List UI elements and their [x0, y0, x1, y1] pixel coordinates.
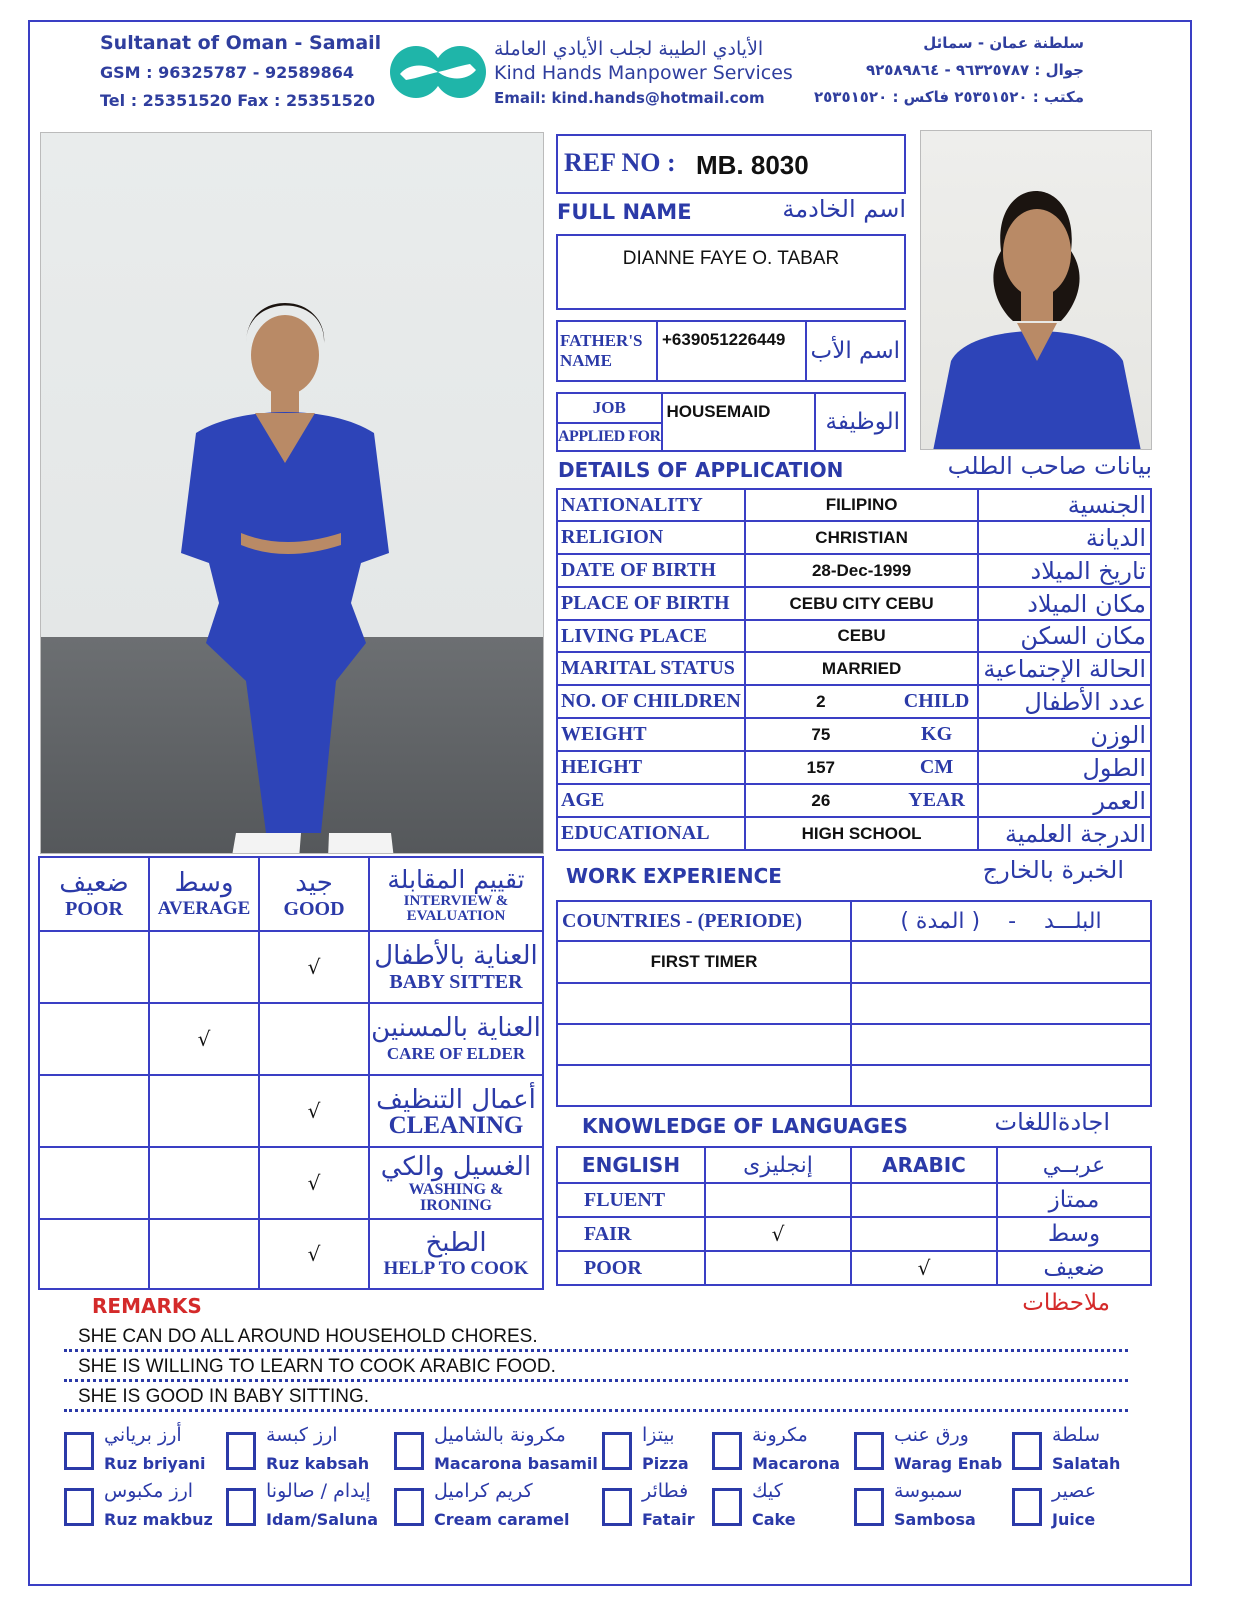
- details-label: HEIGHT: [561, 756, 643, 778]
- details-label-ar: الطول: [1082, 753, 1146, 782]
- food-checkbox[interactable]: [394, 1432, 424, 1470]
- food-name-en: Cake: [752, 1510, 796, 1529]
- job-label-1: JOB: [558, 394, 661, 424]
- work-country-cell: [557, 941, 851, 983]
- father-label-1: FATHER'S: [560, 331, 643, 350]
- details-row: [557, 685, 1151, 718]
- lang-arabic-mark: [851, 1217, 997, 1251]
- details-row: [557, 751, 1151, 784]
- job-label-2: APPLIED FOR: [558, 428, 661, 445]
- details-value-cell: [745, 718, 979, 751]
- work-row: [557, 941, 1151, 983]
- eval-skill-cell: [369, 1219, 543, 1289]
- eval-header-good: [259, 857, 369, 931]
- details-value-cell: [745, 489, 979, 521]
- eval-poor-cell: [39, 1219, 149, 1289]
- eval-good-cell: √: [259, 1147, 369, 1219]
- eval-skill-en: HELP TO COOK: [383, 1258, 529, 1279]
- lang-arabic: ARABIC: [882, 1153, 966, 1177]
- details-value: FILIPINO: [825, 495, 898, 514]
- details-label-ar: تاريخ الميلاد: [1030, 556, 1146, 585]
- eval-skill-en: CARE OF ELDER: [386, 1044, 526, 1063]
- food-name-ar: مكرونة: [752, 1424, 808, 1446]
- eval-poor-cell: [39, 1075, 149, 1147]
- food-name-en: Pizza: [642, 1454, 689, 1473]
- details-label: PLACE OF BIRTH: [561, 592, 730, 614]
- lang-level-ar-cell: [997, 1183, 1151, 1217]
- food-name-en: Salatah: [1052, 1454, 1121, 1473]
- work-period-cell: [851, 983, 1151, 1024]
- details-value-cell: [745, 685, 979, 718]
- details-label: DATE OF BIRTH: [561, 559, 716, 581]
- details-value-cell: [745, 817, 979, 850]
- details-label: MARITAL STATUS: [561, 657, 735, 679]
- work-period-cell: [851, 941, 1151, 983]
- eval-header-title: [369, 857, 543, 931]
- food-checkbox[interactable]: [64, 1432, 94, 1470]
- food-name-en: Ruz briyani: [104, 1454, 206, 1473]
- work-header-ar: البلـــد - ( المدة ): [900, 908, 1102, 934]
- details-label-ar-cell: [978, 587, 1151, 620]
- details-value-cell: [745, 521, 979, 554]
- work-country: FIRST TIMER: [650, 952, 758, 971]
- details-label-ar: الوزن: [1090, 720, 1146, 749]
- details-label-ar-cell: [978, 817, 1151, 850]
- company-name-en: Kind Hands Manpower Services: [494, 62, 793, 84]
- lang-english-cell: [557, 1147, 705, 1183]
- details-label-cell: [557, 685, 745, 718]
- details-row: [557, 718, 1151, 751]
- details-value-cell: [745, 652, 979, 685]
- work-title-ar: الخبرة بالخارج: [982, 856, 1124, 884]
- details-row: [557, 587, 1151, 620]
- details-value: 26: [811, 790, 831, 810]
- full-name-box: [556, 234, 906, 310]
- job-label-cell: [557, 393, 662, 451]
- food-name-en: Warag Enab: [894, 1454, 1003, 1473]
- work-header-en: COUNTRIES - (PERIODE): [562, 909, 803, 932]
- evaluation-row: [39, 931, 543, 1003]
- food-name-en: Macarona: [752, 1454, 841, 1473]
- full-name-label-ar: اسم الخادمة: [782, 195, 906, 223]
- details-label-ar-cell: [978, 554, 1151, 587]
- details-value: CEBU CITY CEBU: [789, 593, 934, 613]
- lang-level-ar-cell: [997, 1251, 1151, 1285]
- lang-english-ar: إنجليزى: [743, 1152, 813, 1178]
- header-gsm: GSM : 96325787 - 92589864: [100, 63, 355, 82]
- father-label-cell: [557, 321, 657, 381]
- ref-label: REF NO :: [564, 148, 676, 177]
- details-value: CHRISTIAN: [815, 527, 908, 547]
- eval-skill-cell: [369, 1075, 543, 1147]
- lang-level-ar-cell: [997, 1217, 1151, 1251]
- food-name-en: Idam/Saluna: [266, 1510, 379, 1529]
- lang-english-mark: [705, 1183, 851, 1217]
- food-checkbox[interactable]: [602, 1488, 632, 1526]
- details-label-ar-cell: [978, 685, 1151, 718]
- ref-number-box: [556, 134, 906, 194]
- header-office-ar: مكتب : ٢٥٣٥١٥٢٠ فاكس : ٢٥٣٥١٥٢٠: [813, 88, 1084, 106]
- food-checkbox[interactable]: [854, 1432, 884, 1470]
- evaluation-header-row: [39, 857, 543, 931]
- eval-header-good-ar: جيد: [295, 867, 333, 898]
- languages-title: KNOWLEDGE OF LANGUAGES: [582, 1114, 908, 1138]
- languages-header-row: [557, 1147, 1151, 1183]
- eval-skill-ar: العناية بالأطفال: [374, 941, 538, 971]
- details-unit: CHILD: [903, 690, 970, 712]
- eval-good-cell: √: [259, 1219, 369, 1289]
- lang-level-cell: [557, 1251, 705, 1285]
- details-label-cell: [557, 587, 745, 620]
- job-label-ar: الوظيفة: [825, 409, 900, 435]
- food-name-en: Ruz makbuz: [104, 1510, 213, 1529]
- lang-level-ar: ممتاز: [1048, 1187, 1100, 1213]
- work-country-cell: [557, 1065, 851, 1106]
- details-value: MARRIED: [821, 658, 902, 678]
- details-value: HIGH SCHOOL: [801, 823, 922, 843]
- details-label-cell: [557, 620, 745, 652]
- languages-table: [556, 1146, 1152, 1286]
- details-label-ar: عدد الأطفال: [1024, 687, 1146, 716]
- details-label-cell: [557, 489, 745, 521]
- eval-skill-ar: الطبخ: [425, 1228, 487, 1258]
- food-name-en: Ruz kabsah: [266, 1454, 370, 1473]
- details-label: RELIGION: [561, 526, 664, 548]
- lang-english-mark: [705, 1251, 851, 1285]
- details-row: [557, 620, 1151, 652]
- details-unit: YEAR: [908, 789, 965, 811]
- lang-arabic-ar-cell: [997, 1147, 1151, 1183]
- eval-skill-ar: العناية بالمسنين: [371, 1013, 541, 1043]
- work-country-cell: [557, 983, 851, 1024]
- details-row: [557, 521, 1151, 554]
- details-label-cell: [557, 554, 745, 587]
- details-label: LIVING PLACE: [561, 624, 708, 647]
- header-mobile-ar: جوال : ٩٦٣٢٥٧٨٧ - ٩٢٥٨٩٨٦٤: [866, 61, 1084, 79]
- eval-skill-en: BABY SITTER: [389, 971, 523, 993]
- eval-skill-en: WASHING & IRONING: [408, 1181, 504, 1214]
- details-row: [557, 652, 1151, 685]
- details-value: 157: [806, 757, 836, 777]
- lang-level-cell: [557, 1217, 705, 1251]
- food-name-ar: فطائر: [642, 1480, 689, 1502]
- details-label-ar: الحالة الإجتماعية: [983, 654, 1146, 683]
- eval-average-cell: [149, 1075, 259, 1147]
- eval-header-title-ar: تقييم المقابلة: [387, 864, 525, 894]
- eval-poor-cell: [39, 1147, 149, 1219]
- eval-average-cell: √: [149, 1003, 259, 1075]
- header-location-ar: سلطنة عمان - سمائل: [923, 34, 1084, 52]
- evaluation-table: [38, 856, 544, 1290]
- eval-skill-cell: [369, 1147, 543, 1219]
- lang-english-mark: √: [705, 1217, 851, 1251]
- food-name-ar: بيتزا: [642, 1424, 675, 1446]
- job-value-cell: [662, 393, 816, 451]
- father-label-2: NAME: [560, 351, 612, 370]
- remark-line: SHE IS GOOD IN BABY SITTING.: [64, 1382, 1128, 1412]
- header-tel: Tel : 25351520 Fax : 25351520: [100, 91, 376, 110]
- remarks-title-ar: ملاحظات: [1022, 1290, 1110, 1316]
- language-row: [557, 1183, 1151, 1217]
- food-name-en: Fatair: [642, 1510, 695, 1529]
- job-label-ar-cell: [815, 393, 905, 451]
- food-name-ar: ارز مكبوس: [104, 1480, 194, 1502]
- food-name-ar: سمبوسة: [894, 1480, 963, 1502]
- eval-header-title-en: INTERVIEW & EVALUATION: [403, 892, 509, 924]
- full-name-label: FULL NAME: [557, 200, 692, 224]
- eval-skill-en: CLEANING: [388, 1112, 524, 1139]
- work-header-ar-cell: [851, 901, 1151, 941]
- person-figure-icon: [41, 133, 544, 854]
- lang-arabic-ar: عربــي: [1042, 1152, 1106, 1178]
- work-title: WORK EXPERIENCE: [566, 864, 782, 888]
- details-label-ar-cell: [978, 521, 1151, 554]
- food-name-en: Cream caramel: [434, 1510, 570, 1529]
- details-value-cell: [745, 784, 979, 817]
- eval-header-poor: [39, 857, 149, 931]
- food-checkbox[interactable]: [226, 1432, 256, 1470]
- header-right: [794, 34, 1084, 106]
- full-body-photo: [40, 132, 544, 854]
- father-label-ar-cell: [806, 321, 905, 381]
- remarks-title: REMARKS: [92, 1294, 202, 1318]
- food-checkbox[interactable]: [602, 1432, 632, 1470]
- details-value-cell: [745, 554, 979, 587]
- job-table: [556, 392, 906, 452]
- details-label-ar: العمر: [1093, 786, 1146, 815]
- details-label: WEIGHT: [561, 723, 647, 745]
- work-row: [557, 1024, 1151, 1065]
- food-name-ar: سلطة: [1052, 1424, 1100, 1446]
- eval-header-average-en: AVERAGE: [157, 898, 251, 919]
- food-name-ar: إيدام / صالونا: [266, 1480, 371, 1502]
- details-label-ar-cell: [978, 652, 1151, 685]
- header-left: [100, 32, 381, 110]
- job-value: HOUSEMAID: [666, 402, 771, 421]
- languages-title-ar: اجادةاللغات: [994, 1108, 1110, 1136]
- eval-skill-cell: [369, 931, 543, 1003]
- details-label-ar-cell: [978, 489, 1151, 521]
- lang-level-ar: ضعيف: [1043, 1255, 1105, 1281]
- eval-header-average: [149, 857, 259, 931]
- father-label-ar: اسم الأب: [810, 338, 900, 364]
- details-value-cell: [745, 751, 979, 784]
- details-value: 75: [811, 724, 831, 744]
- lang-english-ar-cell: [705, 1147, 851, 1183]
- food-checkbox[interactable]: [64, 1488, 94, 1526]
- company-logo: [388, 44, 488, 100]
- details-label-ar: مكان الميلاد: [1027, 589, 1146, 618]
- details-label-ar-cell: [978, 784, 1151, 817]
- evaluation-row: [39, 1147, 543, 1219]
- hands-logo-icon: [388, 44, 488, 100]
- work-header-en-cell: [557, 901, 851, 941]
- eval-header-poor-ar: ضعيف: [59, 867, 129, 898]
- lang-level: POOR: [584, 1256, 642, 1279]
- work-row: [557, 1065, 1151, 1106]
- header-location: Sultanat of Oman - Samail: [100, 32, 382, 54]
- details-row: [557, 554, 1151, 587]
- eval-header-good-en: GOOD: [283, 897, 345, 920]
- company-block: [494, 38, 794, 107]
- details-row: [557, 784, 1151, 817]
- details-value: 2: [816, 691, 826, 711]
- eval-poor-cell: [39, 1003, 149, 1075]
- lang-level: FAIR: [584, 1222, 632, 1245]
- eval-average-cell: [149, 1219, 259, 1289]
- details-label-ar-cell: [978, 620, 1151, 652]
- lang-arabic-mark: [851, 1183, 997, 1217]
- details-row: [557, 817, 1151, 850]
- portrait-icon: [921, 131, 1152, 450]
- work-period-cell: [851, 1024, 1151, 1065]
- details-value: CEBU: [837, 626, 886, 645]
- food-checkbox[interactable]: [854, 1488, 884, 1526]
- food-checkbox[interactable]: [394, 1488, 424, 1526]
- lang-level: FLUENT: [584, 1188, 666, 1211]
- passport-photo: [920, 130, 1152, 450]
- details-label-ar: الدرجة العلمية: [1005, 819, 1146, 848]
- lang-arabic-cell: [851, 1147, 997, 1183]
- details-label-ar-cell: [978, 751, 1151, 784]
- details-title-ar: بيانات صاحب الطلب: [947, 452, 1152, 480]
- eval-good-cell: [259, 1003, 369, 1075]
- eval-poor-cell: [39, 931, 149, 1003]
- eval-average-cell: [149, 1147, 259, 1219]
- full-name-value: DIANNE FAYE O. TABAR: [622, 248, 840, 269]
- ref-value: MB. 8030: [696, 150, 809, 180]
- work-table: [556, 900, 1152, 1107]
- details-label: AGE: [561, 789, 605, 811]
- details-label: EDUCATIONAL: [561, 822, 710, 844]
- details-value-cell: [745, 620, 979, 652]
- food-name-ar: عصير: [1052, 1480, 1097, 1502]
- father-name-table: [556, 320, 906, 382]
- food-name-ar: كيك: [752, 1480, 783, 1502]
- work-country-cell: [557, 1024, 851, 1065]
- lang-level-cell: [557, 1183, 705, 1217]
- eval-skill-cell: [369, 1003, 543, 1075]
- language-row: [557, 1251, 1151, 1285]
- details-label-cell: [557, 521, 745, 554]
- food-name-ar: ارز كبسة: [266, 1424, 338, 1446]
- lang-english: ENGLISH: [581, 1153, 681, 1177]
- company-email: Email: kind.hands@hotmail.com: [494, 89, 765, 107]
- food-name-en: Juice: [1052, 1510, 1096, 1529]
- food-checkbox[interactable]: [1012, 1432, 1042, 1470]
- eval-average-cell: [149, 931, 259, 1003]
- details-label-cell: [557, 718, 745, 751]
- food-name-en: Sambosa: [894, 1510, 976, 1529]
- work-header-row: [557, 901, 1151, 941]
- eval-skill-ar: الغسيل والكي: [380, 1152, 532, 1182]
- details-unit: CM: [919, 756, 954, 778]
- eval-header-poor-en: POOR: [65, 897, 123, 920]
- food-checkbox[interactable]: [712, 1432, 742, 1470]
- father-value-cell: [657, 321, 806, 381]
- eval-good-cell: √: [259, 1075, 369, 1147]
- remark-line: SHE IS WILLING TO LEARN TO COOK ARABIC FOOD.: [64, 1352, 1128, 1382]
- details-label: NATIONALITY: [561, 493, 703, 516]
- lang-arabic-mark: √: [851, 1251, 997, 1285]
- eval-good-cell: √: [259, 931, 369, 1003]
- company-name-ar: الأيادي الطيبة لجلب الأيادي العاملة: [494, 38, 764, 60]
- remark-line: SHE CAN DO ALL AROUND HOUSEHOLD CHORES.: [64, 1322, 1128, 1352]
- language-row: [557, 1217, 1151, 1251]
- evaluation-row: [39, 1003, 543, 1075]
- food-name-ar: مكرونة بالشاميل: [434, 1424, 566, 1446]
- food-checkbox[interactable]: [1012, 1488, 1042, 1526]
- work-period-cell: [851, 1065, 1151, 1106]
- details-unit: KG: [921, 723, 953, 745]
- evaluation-row: [39, 1075, 543, 1147]
- details-label: NO. OF CHILDREN: [561, 690, 741, 712]
- details-label-cell: [557, 784, 745, 817]
- food-checkbox[interactable]: [712, 1488, 742, 1526]
- work-row: [557, 983, 1151, 1024]
- details-row: [557, 489, 1151, 521]
- details-label-ar: الجنسية: [1067, 491, 1146, 519]
- details-label-cell: [557, 652, 745, 685]
- food-name-ar: أرز برياني: [104, 1424, 182, 1446]
- details-label-ar: الديانة: [1085, 523, 1146, 552]
- lang-level-ar: وسط: [1047, 1221, 1101, 1247]
- details-label-cell: [557, 817, 745, 850]
- remarks-lines: [64, 1322, 1128, 1412]
- eval-skill-ar: أعمال التنظيف: [376, 1085, 536, 1115]
- father-value: +639051226449: [662, 330, 786, 349]
- details-label-cell: [557, 751, 745, 784]
- details-value-cell: [745, 587, 979, 620]
- food-name-ar: كريم كراميل: [434, 1480, 533, 1502]
- details-table: [556, 488, 1152, 851]
- details-label-ar: مكان السكن: [1020, 622, 1146, 650]
- food-name-en: Macarona basamil: [434, 1454, 598, 1473]
- eval-header-average-ar: وسط: [174, 868, 234, 898]
- details-title: DETAILS OF APPLICATION: [558, 458, 844, 482]
- food-name-ar: ورق عنب: [894, 1424, 969, 1446]
- evaluation-row: [39, 1219, 543, 1289]
- details-label-ar-cell: [978, 718, 1151, 751]
- food-checkbox[interactable]: [226, 1488, 256, 1526]
- details-value: 28-Dec-1999: [811, 560, 912, 580]
